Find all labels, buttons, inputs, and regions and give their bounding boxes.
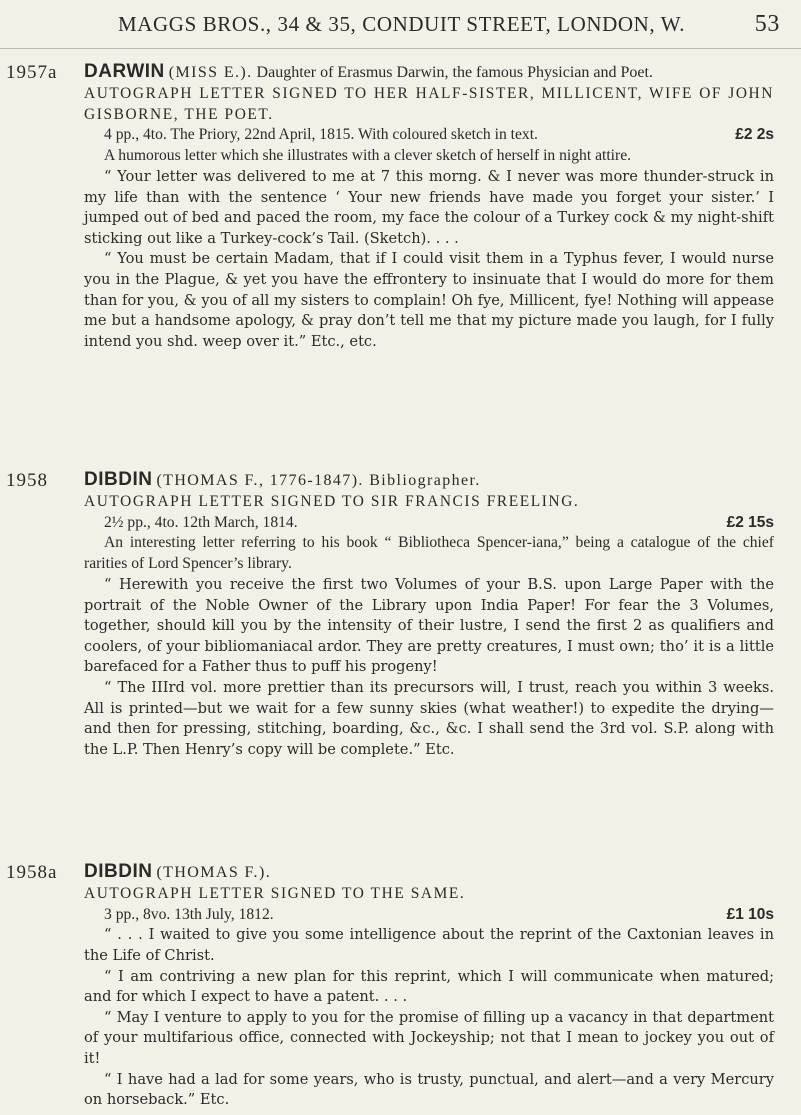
entry-author-details: (THOMAS F.). [156,864,272,881]
entry-price: £1 10s [726,905,774,923]
header-title: MAGGS BROS., 34 & 35, CONDUIT STREET, LONDON, W. [118,11,686,36]
lot-number: 1957a [6,62,58,83]
lot-number: 1958a [6,862,58,883]
entry-title: AUTOGRAPH LETTER SIGNED TO HER HALF-SISTER, MILLICENT, WIFE OF JOHN GISBORNE, THE POET. [84,84,774,123]
entry-body [84,62,774,352]
entry-price: £2 15s [726,513,774,531]
entry-collation: 3 pp., 8vo. 13th July, 1812. [104,905,274,923]
running-header [118,4,780,44]
entry-collation-row [84,125,774,146]
page-number: 53 [754,10,780,37]
entry-price: £2 2s [735,126,774,144]
entry-author: DIBDIN [84,469,153,490]
entry-collation: 2½ pp., 4to. 12th March, 1814. [104,513,298,531]
entry-author: DIBDIN [84,861,153,882]
entry-author-description: Daughter of Erasmus Darwin, the famous Physician and Poet. [256,64,653,81]
entry-description: A humorous letter which she illustrates with a clever sketch of herself in night attire. [104,147,632,165]
entry-author-details: (MISS E.). [168,64,253,81]
entry-quote: “ . . . I waited to give you some intelligence about the reprint of the Caxtonian leaves in the Life of Christ. [84,926,774,964]
entry-title: AUTOGRAPH LETTER SIGNED TO THE SAME. [84,884,466,902]
entry-body [84,862,774,1111]
entry-title: AUTOGRAPH LETTER SIGNED TO SIR FRANCIS FREELING. [84,492,580,510]
entry-quote: “ I am contriving a new plan for this reprint, which I will communicate when matured; and for which I expect to have a patent. . . . [84,967,774,1006]
entry-description: An interesting letter referring to his book “ Bibliotheca Spencer-iana,” being a catalogue of the chief rarities of Lord Spencer’s library. [84,534,774,573]
entry-author-details: (THOMAS F., 1776-1847). Bibliographer. [156,472,481,489]
entry-quote: “ May I venture to apply to you for the promise of filling up a vacancy in that department of your multifarious office, connected with Jockeyship; not that I mean to jockey you out of it! [84,1008,774,1067]
lot-number: 1958 [6,470,48,491]
entry-collation: 4 pp., 4to. The Priory, 22nd April, 1815. With coloured sketch in text. [104,126,538,144]
entry-quote: “ You must be certain Madam, that if I could visit them in a Typhus fever, I would nurse you in the Plague, & yet you have the effrontery to insinuate that I would do more for them than for you, & you of all my sisters to complain! Oh fye, Millicent, fye! Nothing will appease me but a handsome apology, & pray don’t tell me that my picture made you laugh, for I fully intend you shd. weep over it.” Etc., etc. [84,250,774,350]
entry-collation-row [84,905,774,926]
entry-author: DARWIN [84,61,165,82]
entry-quote: “ I have had a lad for some years, who is trusty, punctual, and alert—and a very Mercury on horseback.” Etc. [84,1070,774,1109]
header-rule [0,48,801,49]
entry-quote: “ The IIIrd vol. more prettier than its precursors will, I trust, reach you within 3 weeks. All is printed—but we wait for a few sunny skies (what weather!) to expedite the drying—and then for pressing, stitching, boarding, &c., &c. I shall send the 3rd vol. S.P. along with the L.P. Then Henry’s copy will be complete.” Etc. [84,678,774,758]
entry-quote: “ Your letter was delivered to me at 7 this morng. & I never was more thunder-struck in my life than with the sentence ‘ Your new friends have made you forget your sister.’ I jumped out of bed and paced the room, my face the colour of a Turkey cock & my night-shift sticking out like a Turkey-cock’s Tail. (Sketch). . . . [84,167,774,247]
entry-quote: “ Herewith you receive the first two Volumes of your B.S. upon Large Paper with the portrait of the Noble Owner of the Library upon India Paper! For fear the 3 Volumes, together, should kill you by the intensity of their lustre, I send the first 2 as qualifiers and coolers, of your bibliomaniacal ardor. They are pretty creatures, I must own; tho’ it is a little barefaced for a Father thus to puff his progeny! [84,575,774,676]
entry-collation-row [84,513,774,534]
entry-body [84,470,774,760]
